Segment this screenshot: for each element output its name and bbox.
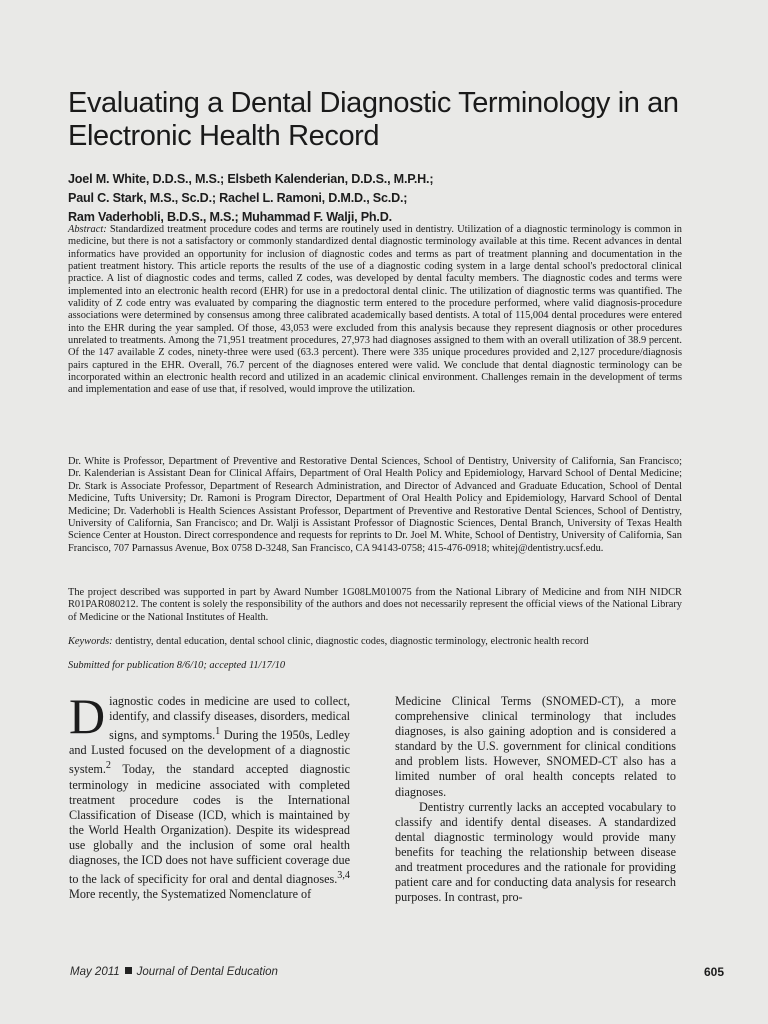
keywords-label: Keywords: [68,636,113,647]
citation: 1 [215,726,221,738]
body-column-left [69,688,350,902]
author-line: Paul C. Stark, M.S., Sc.D.; Rachel L. Ramoni, D.M.D., Sc.D.; [68,191,408,205]
funding-statement: The project described was supported in part by Award Number 1G08LM010075 from the National Library of Medicine and from NIH NIDCR R01PAR080212. The content is solely the responsibility of the authors and does not necessarily represent the official views of the National Library of Medicine or the National Institutes of Health. [68,587,682,623]
author-line: Joel M. White, D.D.S., M.S.; Elsbeth Kalenderian, D.D.S., M.P.H.; [68,172,434,186]
abstract [68,224,682,397]
issue-date: May 2011 [70,966,120,978]
journal-name: Journal of Dental Education [136,966,278,978]
author-line: Ram Vaderhobli, B.D.S., M.S.; Muhammad F. Walji, Ph.D. [68,210,392,224]
square-bullet-icon [125,967,132,974]
submission-dates: Submitted for publication 8/6/10; accepted 11/17/10 [68,660,286,671]
page-number: 605 [704,965,725,979]
page-footer [70,966,730,978]
abstract-text: Standardized treatment procedure codes and terms are routinely used in dentistry. Utilization of a diagnostic terminology is common in medicine, but there is not a satisfactory or commonly standardized dental diagnostic terminology available at this time. Recent advances in dental informatics have provided an opportunity for inclusion of diagnostic codes and terms as part of treatment planning and documentation in the patient treatment history. This article reports the results of the use of a diagnostic coding system in a large dental school's predoctoral clinical practice. A list of diagnostic codes and terms, called Z codes, was developed by dental faculty members. The diagnostic codes and terms were implemented into an electronic health record (EHR) for use in a predoctoral dental clinic. The utilization of diagnostic terms was quantified. The validity of Z code entry was evaluated by comparing the diagnostic term entered to the procedure performed, where valid diagnosis-procedure associations were determined by consensus among three calibrated academically based dentists. A total of 115,004 dental procedures were entered into the EHR during the year sampled. Of those, 43,053 were excluded from this analysis because they represent diagnosis or other procedures unrelated to treatments. Among the 71,951 treatment procedures, 27,973 had diagnoses assigned to them with an overall utilization of 38.9 percent. Of the 147 available Z codes, ninety-three were used (63.3 percent). There were 335 unique procedures provided and 2,127 procedure/diagnosis pairs captured in the EHR. Overall, 76.7 percent of the diagnoses entered were valid. We conclude that dental diagnostic terminology can be incorporated within an electronic health record and utilized in an academic clinical environment. Challenges remain in the development of terms and implementation and ease of use that, if resolved, would improve the utilization. [68,224,682,396]
abstract-label: Abstract: [68,224,107,235]
body-paragraph: Dentistry currently lacks an accepted vocabulary to classify and identify dental diseases. A standardized dental diagnostic terminology would provide many benefits for teaching the relationship between disease and treatment procedures and the rationale for providing patient care and for conducting data analysis for research purposes. In contrast, pro- [395,799,676,905]
body-column-right [395,694,676,905]
citation: 2 [105,760,111,772]
body-paragraph: Medicine Clinical Terms (SNOMED-CT), a more comprehensive clinical terminology that includes diagnoses, is also gaining adoption and is considered a standard by the U.S. government for clinical conditions and problem lists. However, SNOMED-CT also has a limited number of oral health concepts related to diagnoses. [395,694,676,799]
author-list [68,170,708,227]
body-paragraph: Diagnostic codes in medicine are used to collect, identify, and classify diseases, disorders, medical signs, and symptoms.$^1$ During the 1950s, Ledley and Lusted focused on the development of a diagnostic system.$^2$ Today, the standard accepted diagnostic terminology in medicine associated with completed treatment procedure codes is the International Classification of Disease (ICD, which is maintained by the World Health Organization). Despite its widespread use globally and the inclusion of some oral health diagnoses, the ICD does not have sufficient coverage due to the lack of specificity for oral and dental diagnoses.$^{3,4}$ More recently, the Systematized Nomenclature of [69,688,350,902]
citation: 3,4 [337,870,350,882]
keywords [68,636,688,648]
drop-cap: D [69,688,106,744]
article-title: Evaluating a Dental Diagnostic Terminology in an Electronic Health Record [68,87,679,152]
keywords-text: dentistry, dental education, dental school clinic, diagnostic codes, diagnostic terminology, electronic health record [115,636,589,647]
author-affiliations: Dr. White is Professor, Department of Preventive and Restorative Dental Sciences, School of Dentistry, University of California, San Francisco; Dr. Kalenderian is Assistant Dean for Clinical Affairs, Department of Oral Health Policy and Epidemiology, Harvard School of Dental Medicine; Dr. Stark is Associate Professor, Department of Research Administration, and Director of Advanced and Graduate Education, School of Dental Medicine, Tufts University; Dr. Ramoni is Program Director, Department of Oral Health Policy and Epidemiology, Harvard School of Dental Medicine; Dr. Vaderhobli is Health Sciences Assistant Professor, Department of Preventive and Restorative Dental Sciences, School of Dentistry, University of California, San Francisco; and Dr. Walji is Assistant Professor of Diagnostic Sciences, Dental Branch, University of Texas Health Science Center at Houston. Direct correspondence and requests for reprints to Dr. Joel M. White, School of Dentistry, University of California, San Francisco, 707 Parnassus Avenue, Box 0758 D-3248, San Francisco, CA 94143-0758; 415-476-0918; whitej@dentistry.ucsf.edu. [68,456,682,554]
